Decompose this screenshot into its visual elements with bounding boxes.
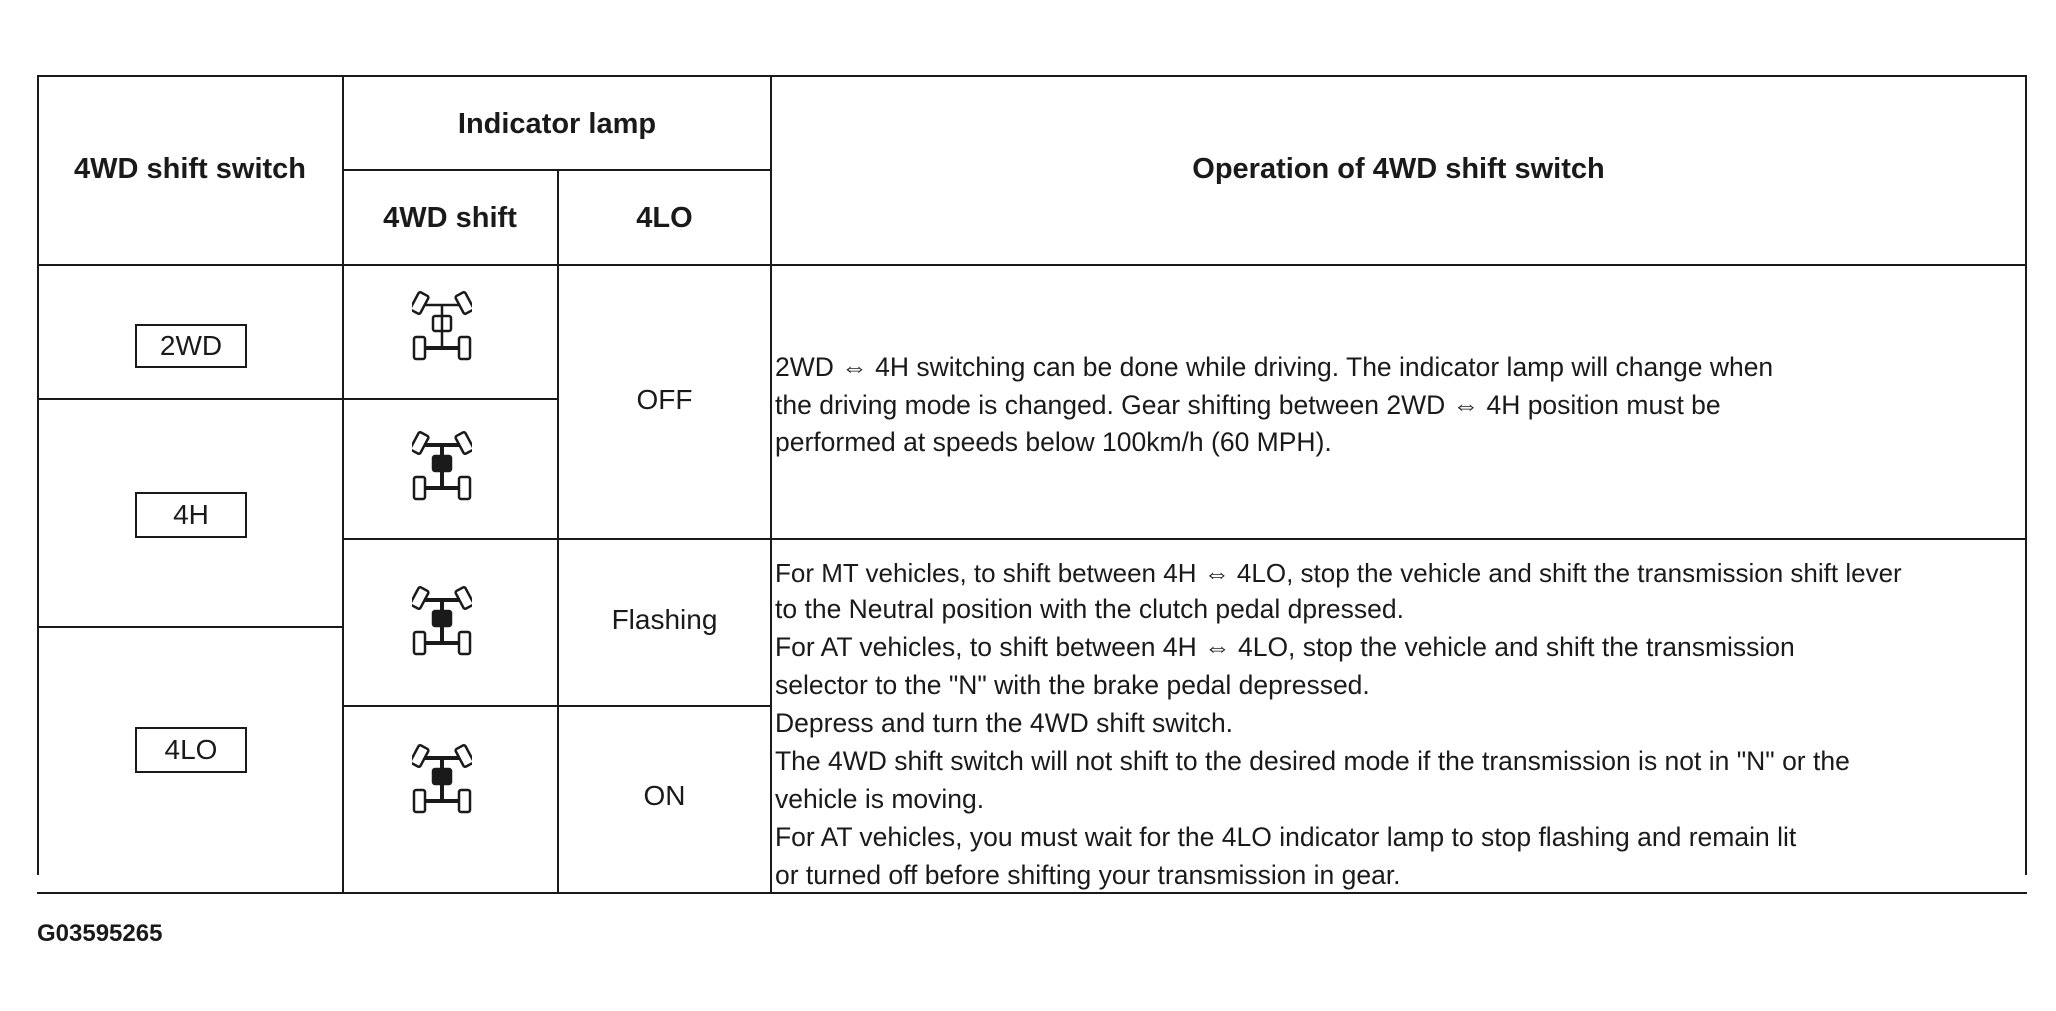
operation-line: vehicle is moving. [775, 784, 985, 814]
operation-line: For AT vehicles, you must wait for the 4LO indicator lamp to stop flashing and remain lit [775, 822, 1797, 852]
header-indicator-lamp: Indicator lamp [457, 108, 657, 140]
operation-line: performed at speeds below 100km/h (60 MPH). [775, 427, 1332, 457]
header-4wd-shift-switch: 4WD shift switch [73, 153, 306, 185]
4wd-4lo-lamp-icon [412, 740, 472, 820]
operation-line: Depress and turn the 4WD shift switch. [775, 708, 1234, 738]
4wd-2wd-lamp-icon [412, 287, 472, 367]
4wd-4h-lamp-icon [412, 582, 472, 662]
operation-line: 2WD ⇔ 4H switching can be done while driving. The indicator lamp will change when [775, 352, 1774, 382]
switch-4lo-label: 4LO [135, 727, 247, 773]
switch-4h-label: 4H [135, 492, 247, 538]
lamp-state-flashing: Flashing [611, 604, 718, 635]
header-4lo: 4LO [636, 202, 693, 234]
lamp-state-off: OFF [636, 384, 693, 415]
header-operation: Operation of 4WD shift switch [1192, 153, 1605, 185]
operation-line: selector to the "N" with the brake pedal depressed. [775, 670, 1370, 700]
operation-line: For AT vehicles, to shift between 4H ⇔ 4LO, stop the vehicle and shift the transmission [775, 632, 1795, 662]
operation-line: For MT vehicles, to shift between 4H ⇔ 4LO, stop the vehicle and shift the transmission shift lever [775, 558, 1902, 588]
operation-line: or turned off before shifting your transmission in gear. [775, 860, 1401, 890]
figure-code: G03595265 [37, 920, 163, 947]
lamp-state-on: ON [643, 780, 686, 811]
operation-line: The 4WD shift switch will not shift to the desired mode if the transmission is not in "N" or the [775, 746, 1850, 776]
operation-line: to the Neutral position with the clutch pedal dpressed. [775, 594, 1405, 624]
4wd-4h-lamp-icon [412, 427, 472, 507]
operation-line: the driving mode is changed. Gear shifting between 2WD ⇔ 4H position must be [775, 390, 1721, 420]
switch-2wd-label: 2WD [135, 324, 247, 368]
header-4wd-shift: 4WD shift [383, 202, 517, 234]
